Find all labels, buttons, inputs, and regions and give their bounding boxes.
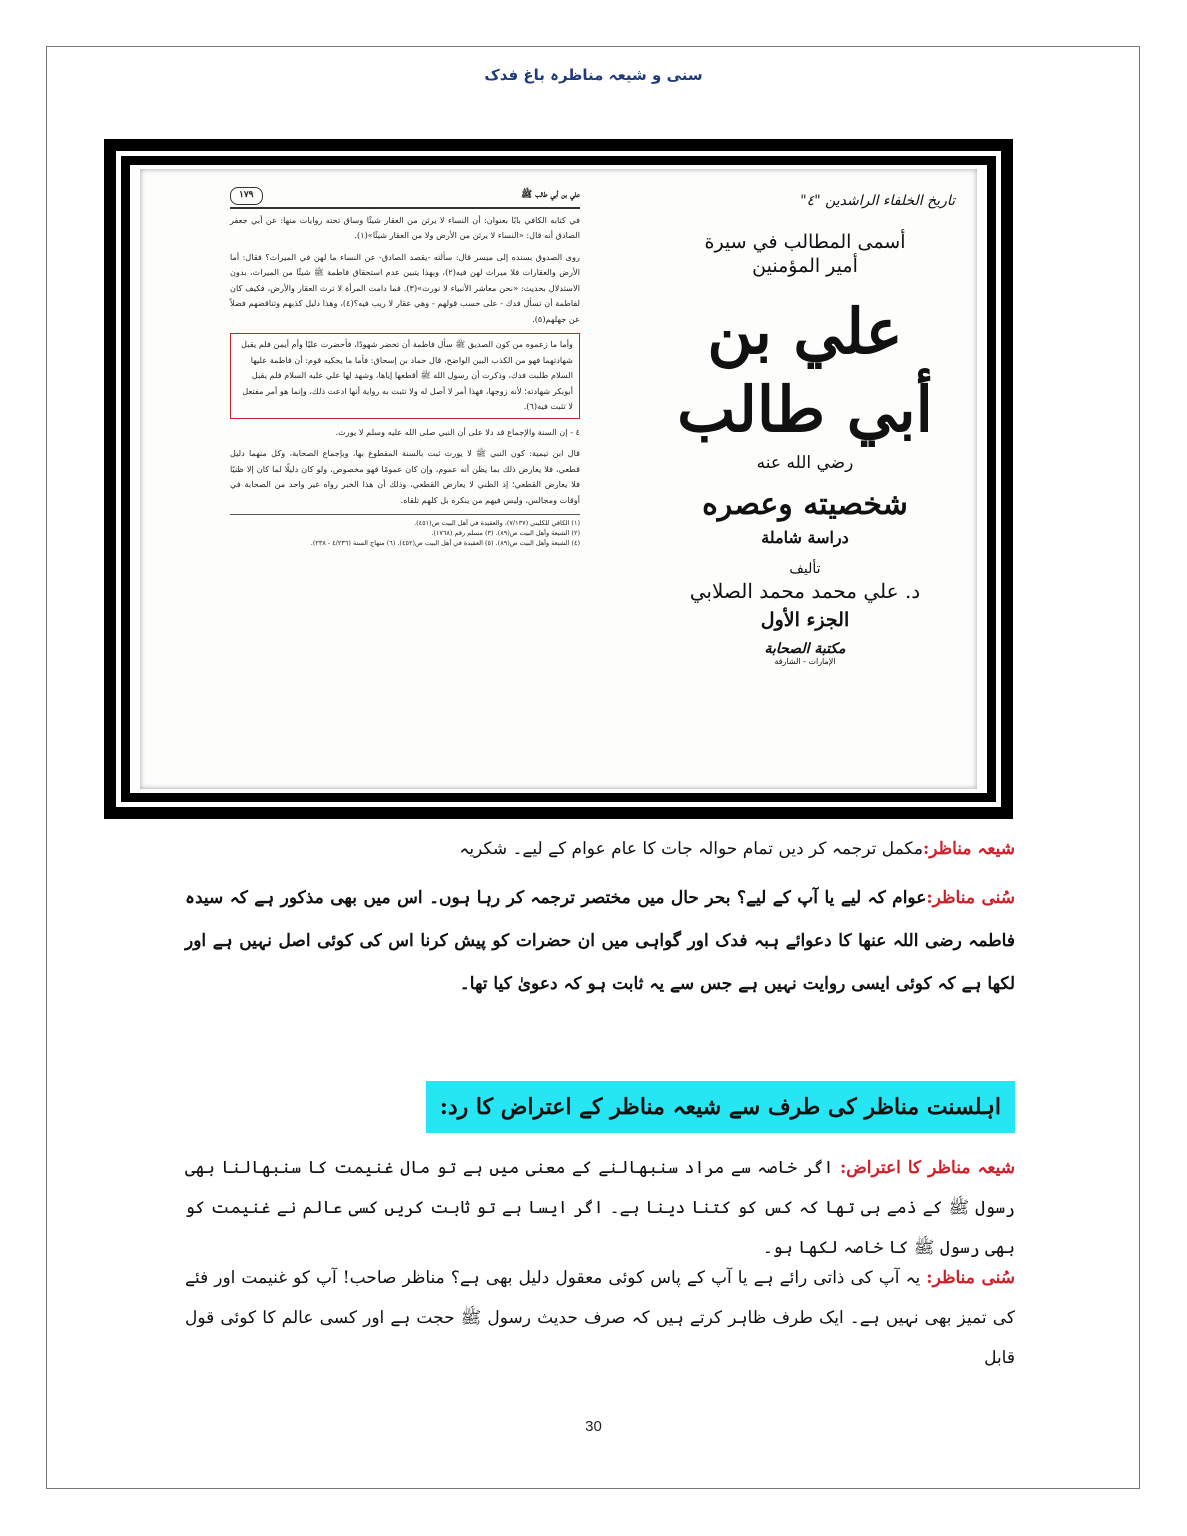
dialogue-text: مکمل ترجمہ کر دیں تمام حوالہ جات کا عام عوام کے لیے۔ شکریہ bbox=[459, 839, 923, 859]
cover-volume: الجزء الأول bbox=[760, 609, 850, 631]
cover-talif: تأليف bbox=[789, 561, 821, 577]
scan-text-column bbox=[230, 187, 580, 769]
dialogue-paragraph bbox=[185, 1258, 1015, 1378]
dialogue-text: عوام کہ لیے یا آپ کے لیے؟ بحر حال میں مختصر ترجمہ کر رہا ہوں۔ اس میں بھی مذکور ہے کہ سیدہ فاطمہ رضی اللہ عنھا کا دعوائے ہبہ فدک اور گواہی میں ان حضرات کو پیش کرنا اس کی کوئی اصل نہیں ہے اور لکھا ہے کہ کوئی ایسی روایت نہیں ہے جس سے یہ ثابت ہو کہ دعویٰ کیا تھا۔ bbox=[185, 888, 1015, 994]
page-header-title: سنی و شیعہ مناظرہ باغ فدک bbox=[484, 66, 703, 84]
page-number: 30 bbox=[585, 1418, 602, 1435]
cover-theme: شخصيته وعصره bbox=[702, 487, 908, 522]
scan-paragraph: ٤ - إن السنة والإجماع قد دلا على أن النبي صلى الله عليه وسلم لا يورث. bbox=[335, 426, 580, 437]
dialogue-paragraph bbox=[185, 829, 1015, 869]
cover-subtitle: أمير المؤمنين bbox=[752, 255, 858, 277]
speaker-label: سُنی مناظر: bbox=[926, 888, 1015, 908]
speaker-label: شیعہ مناظر کا اعتراض: bbox=[839, 1158, 1015, 1178]
cover-publisher: مكتبة الصحابة bbox=[764, 641, 846, 657]
dialogue-text: اگر خاصہ سے مراد سنبھالنے کے معنی میں ہے تو مال غنیمت کا سنبھالنا بھی رسول ﷺ کے ذمے ہی تھا کہ کس کو کتنا دینا ہے۔ اگر ایسا ہے تو ثابت کریں کسی عالم نے غنیمت کو بھی رسول ﷺ کا خاصہ لکھا ہو۔ bbox=[185, 1158, 1015, 1258]
cover-series: تاريخ الخلفاء الراشدين "٤" bbox=[800, 193, 955, 209]
scan-paragraph: في كتابه الكافي بابًا بعنوان: أن النساء لا يرثن من العقار شيئًا وساق تحته روايات منها: عن أبي جعفر الصادق أنه قال: «النساء لا يرثن من الأرض ولا من العقار شيئًا»(١). bbox=[230, 214, 580, 240]
scan-page bbox=[140, 169, 977, 789]
scan-footnotes bbox=[230, 514, 580, 548]
cover-author: د. علي محمد محمد الصلابي bbox=[689, 579, 921, 603]
scan-paragraph: روى الصدوق بسنده إلى ميسر قال: سألته -يقصد الصادق- عن النساء ما لهن في الميراث؟ فقال: أما الأرض والعقارات فلا ميراث لهن فيه(٢)، وبهذا يتبين عدم استحقاق فاطمة ﷺ شيئًا من الميراث، بدون الاستدلال بحديث: «نحن معاشر الأنبياء لا نورث»(٣). فما دامت المرأة لا ترث العقار والأرض، فكيف كان لفاطمة أن تسأل فدك - على حسب قولهم - وهي عقار لا ريب فيه؟(٤)، وهذا دليل كذبهم وتناقضهم فضلاً عن جهلهم(٥). bbox=[230, 251, 580, 324]
scanned-book-image bbox=[104, 139, 1013, 819]
scan-running-head bbox=[230, 187, 580, 209]
section-heading: اہلسنت مناظر کی طرف سے شیعہ مناظر کے اعتراض کا رد: bbox=[426, 1081, 1015, 1133]
cover-honorific: رضي الله عنه bbox=[756, 453, 854, 473]
speaker-label: سُنی مناظر: bbox=[926, 1268, 1015, 1288]
dialogue-text: یہ آپ کی ذاتی رائے ہے یا آپ کے پاس کوئی معقول دلیل بھی ہے؟ مناظر صاحب! آپ کو غنیمت اور فئے کی تمیز بھی نہیں ہے۔ ایک طرف ظاہر کرتے ہیں کہ صرف حدیث رسول ﷺ حجت ہے اور کسی عالم کا کوئی قول قابل bbox=[185, 1268, 1015, 1368]
speaker-label: شیعہ مناظر: bbox=[922, 839, 1015, 859]
scan-footnote: (٢) الشيعة وأهل البيت ص(٨٩). (٣) مسلم رقم (١٧٦٨). bbox=[431, 529, 580, 537]
scan-footnote: (٤) الشيعة وأهل البيت ص(٨٩). (٥) العقيدة في أهل البيت ص(٤٥٢). (٦) منهاج السنة (٤/٢٣٦ - ٢٣٨). bbox=[310, 539, 580, 547]
scan-paragraph: قال ابن تيمية: كون النبي ﷺ لا يورث ثبت بالسنة المقطوع بها، وبإجماع الصحابة، وكل منهما دليل قطعي، فلا يعارض ذلك بما يظن أنه عموم، وإن كان عمومًا فهو مخصوص، ولو كان دليلًا لما كان إلا ظنيًا فلا يعارض القطعي؛ إذ الظني لا يعارض القطعي، وذلك أن هذا الخبر رواه غير واحد من الصحابة في أوقات ومجالس، وليس فيهم من ينكره بل كلهم تلقاه. bbox=[230, 448, 580, 505]
scan-running-title: علي بن أبي طالب ﷺ bbox=[521, 190, 580, 200]
scan-page-number: ١٧٩ bbox=[230, 187, 263, 205]
book-cover bbox=[655, 193, 955, 769]
scan-highlight-box: وأما ما زعموه من كون الصديق ﷺ سأل فاطمة أن تحضر شهودًا، فأحضرت عليًا وأم أيمن فلم يقبل شهادتهما فهو من الكذب البين الواضح، قال حماد بن إسحاق: فأما ما يحكيه قوم: أن فاطمة عليها السلام طلبت فدك، وذكرت أن رسول الله ﷺ أقطعها إياها، وشهد لها علي عليه السلام فلم يقبل أبوبكر شهادته؛ لأنه زوجها، فهذا أمر لا أصل له ولا تثبت به رواية أنها ادعت ذلك، وإنما هو أمر مفتعل لا تثبت فيه(٦). bbox=[230, 333, 580, 419]
scan-footnote: (١) الكافي للكليني (٧/١٣٧)، والعقيدة في أهل البيت ص(٤٥١). bbox=[414, 519, 580, 527]
cover-study: دراسة شاملة bbox=[761, 528, 849, 547]
dialogue-paragraph bbox=[185, 1148, 1015, 1268]
cover-publisher-place: الإمارات - الشارقة bbox=[774, 657, 836, 666]
dialogue-paragraph bbox=[185, 877, 1015, 1006]
cover-title: علي بن أبي طالب bbox=[677, 295, 933, 446]
cover-subtitle: أسمى المطالب في سيرة bbox=[704, 231, 906, 253]
